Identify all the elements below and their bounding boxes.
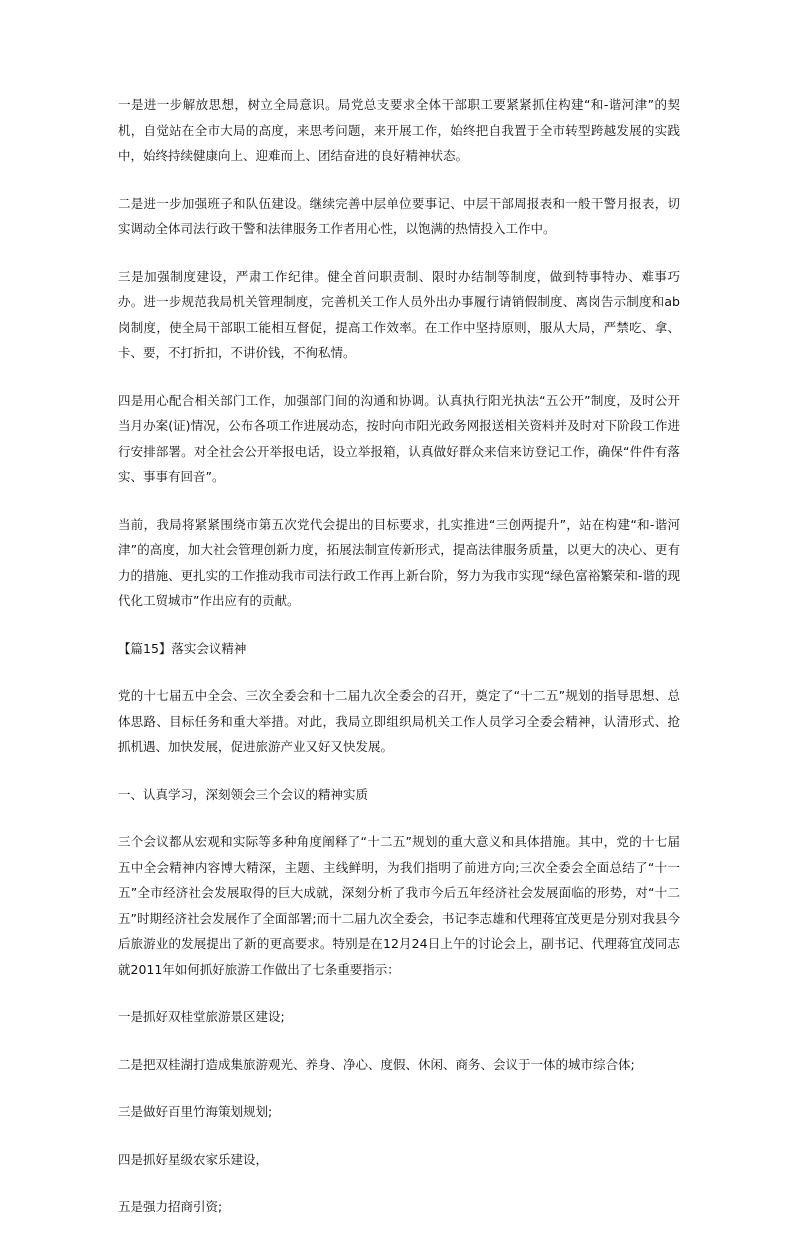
list-item-4: 四是抓好星级农家乐建设， [118, 1151, 269, 1167]
list-item-5: 五是强力招商引资; [118, 1199, 223, 1214]
paragraph-team-building: 二是进一步加强班子和队伍建设。继续完善中层单位要事记、中层干部周报表和一般干警月报表，切实调动全体司法行政干警和法律服务工作者用心性，以饱满的热情投入工作中。 [118, 195, 680, 236]
list-item-3: 三是做好百里竹海策划规划; [118, 1104, 273, 1119]
paragraph-discipline: 三是加强制度建设，严肃工作纪律。健全首问职责制、限时办结制等制度，做到特事特办、难事巧办。进一步规范我局机关管理制度，完善机关工作人员外出办事履行请销假制度、离岗告示制度和ab岗制度，使全局干部职工能相互督促，提高工作效率。在工作中坚持原则，服从大局，严禁吃、拿、卡、要，不打折扣，不讲价钱，不徇私情。 [118, 268, 680, 360]
paragraph-thought-liberation: 一是进一步解放思想，树立全局意识。局党总支要求全体干部职工要紧紧抓住构建“和-谐河津”的契机，自觉站在全市大局的高度，来思考问题，来开展工作，始终把自我置于全市转型跨越发展的实践中，始终持续健康向上、迎难而上、团结奋进的良好精神状态。 [118, 97, 680, 163]
section-heading-15: 【篇15】落实会议精神 [118, 640, 247, 656]
paragraph-three-meetings: 三个会议都从宏观和实际等多种角度阐释了“十二五”规划的重大意义和具体措施。其中，党的十七届五中全会精神内容博大精深，主题、主线鲜明，为我们指明了前进方向;三次全委会全面总结了“十一五”全市经济社会发展取得的巨大成就，深刻分析了我市今后五年经济社会发展面临的形势，对“十二五”时期经济社会发展作了全面部署;而十二届九次全委会，书记李志雄和代理蒋宜茂更是分别对我县今后旅游业的发展提出了新的更高要求。特别是在12月24日上午的讨论会上，副书记、代理蒋宜茂同志就2011年如何抓好旅游工作做出了七条重要指示： [118, 834, 680, 977]
paragraph-coordination: 四是用心配合相关部门工作，加强部门间的沟通和协调。认真执行阳光执法“五公开”制度，及时公开当月办案(证)情况，公布各项工作进展动态，按时向市阳光政务网报送相关资料并及时对下阶段工作进行安排部署。对全社会公开举报电话，设立举报箱，认真做好群众来信来访登记工作，确保“件件有落实、事事有回音”。 [118, 392, 680, 484]
document-page [118, 92, 680, 1242]
paragraph-current-goals: 当前，我局将紧紧围绕市第五次党代会提出的目标要求，扎实推进“三创两提升”，站在构建“和-谐河津”的高度，加大社会管理创新力度，拓展法制宣传新形式，提高法律服务质量，以更大的决心、更有力的措施、更扎实的工作推动我市司法行政工作再上新台阶，努力为我市实现“绿色富裕繁荣和-谐的现代化工贸城市”作出应有的贡献。 [118, 516, 680, 608]
list-item-1: 一是抓好双桂堂旅游景区建设; [118, 1009, 285, 1024]
subheading-study: 一、认真学习，深刻领会三个会议的精神实质 [118, 786, 369, 802]
list-item-2: 二是把双桂湖打造成集旅游观光、养身、净心、度假、休闲、商务、会议于一体的城市综合体; [118, 1056, 635, 1072]
paragraph-plenary-intro: 党的十七届五中全会、三次全委会和十二届九次全委会的召开，奠定了“十二五”规划的指导思想、总体思路、目标任务和重大举措。对此，我局立即组织局机关工作人员学习全委会精神，认清形式、抢抓机遇、加快发展，促进旅游产业又好又快发展。 [118, 688, 680, 754]
